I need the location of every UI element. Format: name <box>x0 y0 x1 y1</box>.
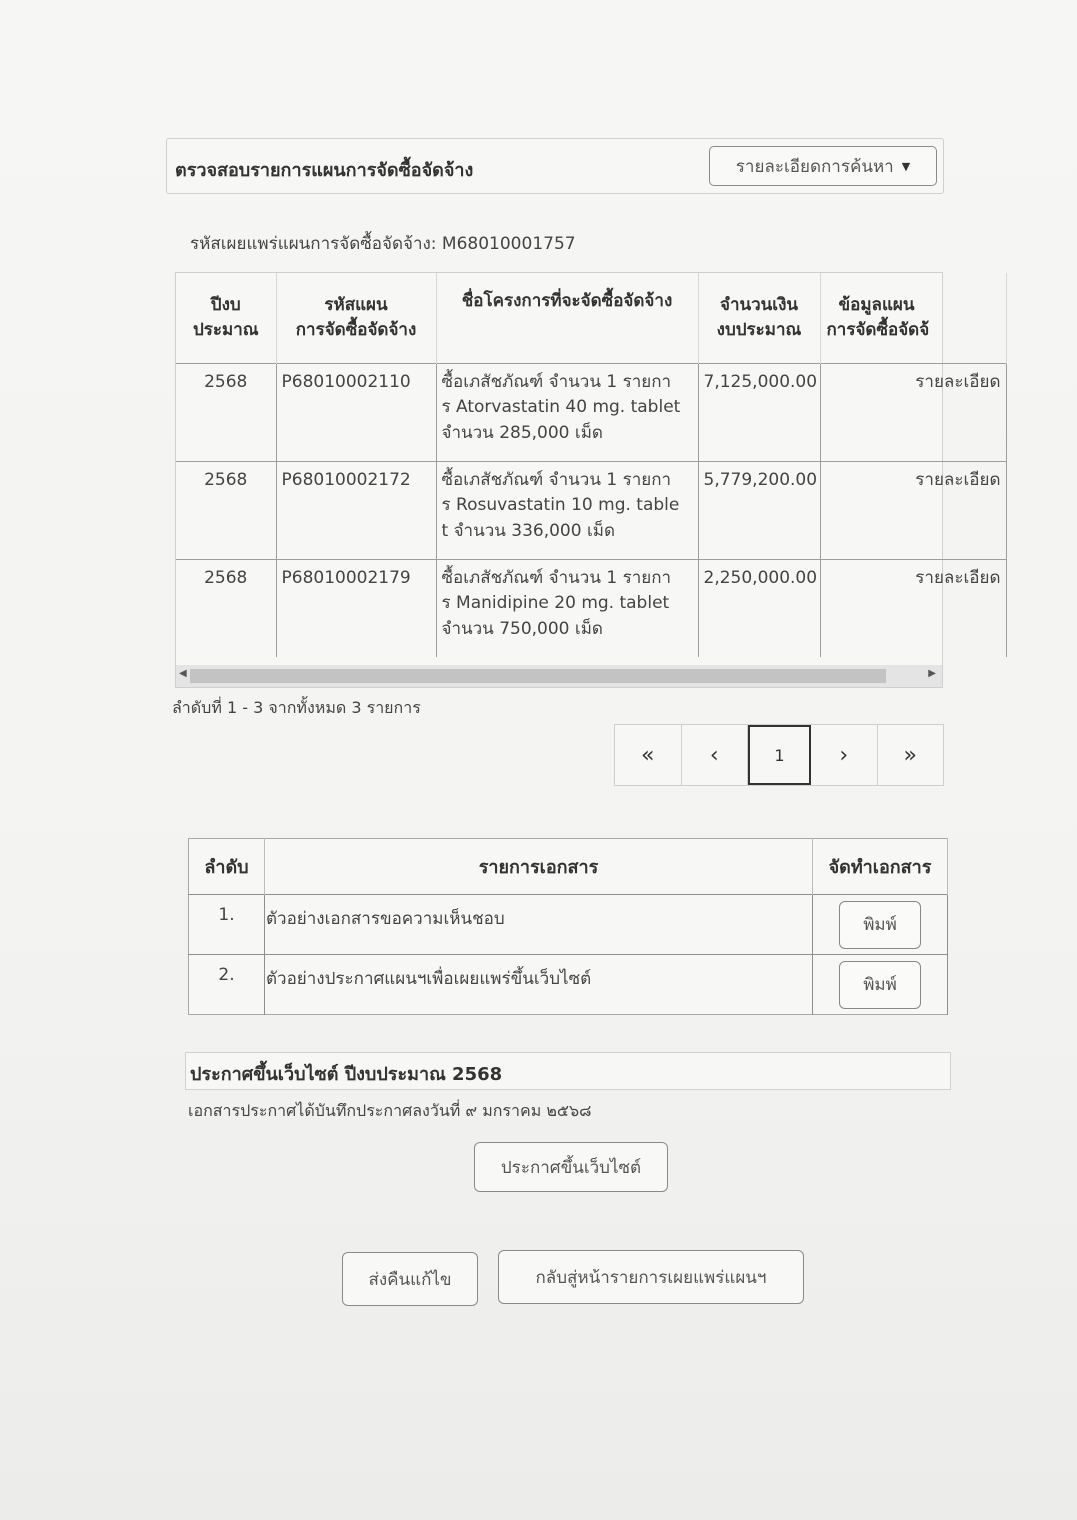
print-button[interactable]: พิมพ์ <box>839 961 921 1009</box>
cell-project: ซื้อเภสัชภัณฑ์ จำนวน 1 รายกา ร Atorvastatin 40 mg. tablet จำนวน 285,000 เม็ด <box>436 363 698 461</box>
table-row <box>189 895 948 955</box>
search-details-toggle[interactable] <box>709 146 937 186</box>
col-header-year: ปีงบ ประมาณ <box>176 273 276 363</box>
col-header-amount: จำนวนเงิน งบประมาณ <box>698 273 820 363</box>
plan-table-container <box>175 272 1001 688</box>
print-button[interactable]: พิมพ์ <box>839 901 921 949</box>
cell-amount: 2,250,000.00 <box>698 559 820 657</box>
col-header-info: ข้อมูลแผน การจัดซื้อจัดจ้ <box>820 273 1006 363</box>
cell-year: 2568 <box>176 461 276 559</box>
pagination <box>614 724 944 786</box>
search-toggle-label: รายละเอียดการค้นหา <box>735 156 894 177</box>
cell-project: ซื้อเภสัชภัณฑ์ จำนวน 1 รายกา ร Manidipine 20 mg. tablet จำนวน 750,000 เม็ด <box>436 559 698 657</box>
cell-plan-code: P68010002179 <box>276 559 436 657</box>
plan-code-line: รหัสเผยแพร่แผนการจัดซื้อจัดจ้าง: M68010001757 <box>190 234 576 254</box>
scroll-thumb[interactable] <box>190 669 886 683</box>
last-page-button[interactable]: » <box>903 742 917 768</box>
scroll-left-icon[interactable]: ◀ <box>179 668 187 679</box>
next-page-button[interactable]: › <box>811 725 878 785</box>
announce-section-header <box>185 1052 951 1090</box>
header-bar <box>166 138 944 194</box>
table-row <box>189 955 948 1015</box>
doc-name: ตัวอย่างประกาศแผนฯเพื่อเผยแพร่ขึ้นเว็บไซต์ <box>265 955 813 1015</box>
cell-year: 2568 <box>176 559 276 657</box>
col-header-project: ชื่อโครงการที่จะจัดซื้อจัดจ้าง <box>436 273 698 363</box>
announce-title: ประกาศขึ้นเว็บไซต์ ปีงบประมาณ 2568 <box>190 1064 503 1085</box>
doc-number: 1. <box>189 895 265 955</box>
col-header-action: จัดทำเอกสาร <box>813 839 948 895</box>
back-to-list-button[interactable]: กลับสู่หน้ารายการเผยแพร่แผนฯ <box>498 1250 804 1304</box>
col-header-no: ลำดับ <box>189 839 265 895</box>
table-row <box>176 461 1006 559</box>
cell-amount: 5,779,200.00 <box>698 461 820 559</box>
cell-amount: 7,125,000.00 <box>698 363 820 461</box>
table-row <box>176 559 1006 657</box>
plan-table <box>176 273 1007 657</box>
cell-plan-code: P68010002172 <box>276 461 436 559</box>
cell-details-link[interactable]: รายละเอียด <box>820 559 1006 657</box>
result-summary: ลำดับที่ 1 - 3 จากทั้งหมด 3 รายการ <box>172 698 421 717</box>
cell-details-link[interactable]: รายละเอียด <box>820 461 1006 559</box>
documents-table <box>188 838 948 1015</box>
col-header-document: รายการเอกสาร <box>265 839 813 895</box>
first-page-button[interactable]: « <box>615 725 682 785</box>
caret-down-icon: ▼ <box>901 159 911 173</box>
cell-year: 2568 <box>176 363 276 461</box>
doc-action-cell <box>813 955 948 1015</box>
prev-page-button[interactable]: ‹ <box>682 725 749 785</box>
cell-project: ซื้อเภสัชภัณฑ์ จำนวน 1 รายกา ร Rosuvastatin 10 mg. table t จำนวน 336,000 เม็ด <box>436 461 698 559</box>
doc-number: 2. <box>189 955 265 1015</box>
return-for-edit-button[interactable]: ส่งคืนแก้ไข <box>342 1252 478 1306</box>
col-header-plan-code: รหัสแผน การจัดซื้อจัดจ้าง <box>276 273 436 363</box>
announce-note: เอกสารประกาศได้บันทึกประกาศลงวันที่ ๙ มกราคม ๒๕๖๘ <box>188 1101 592 1120</box>
doc-action-cell <box>813 895 948 955</box>
table-row <box>176 363 1006 461</box>
cell-plan-code: P68010002110 <box>276 363 436 461</box>
cell-details-link[interactable]: รายละเอียด <box>820 363 1006 461</box>
current-page-button[interactable]: 1 <box>748 725 811 785</box>
doc-name: ตัวอย่างเอกสารขอความเห็นชอบ <box>265 895 813 955</box>
horizontal-scrollbar[interactable] <box>176 665 942 687</box>
scroll-right-icon[interactable]: ▶ <box>928 668 936 679</box>
publish-website-button[interactable]: ประกาศขึ้นเว็บไซต์ <box>474 1142 668 1192</box>
page-title: ตรวจสอบรายการแผนการจัดซื้อจัดจ้าง <box>175 160 474 181</box>
